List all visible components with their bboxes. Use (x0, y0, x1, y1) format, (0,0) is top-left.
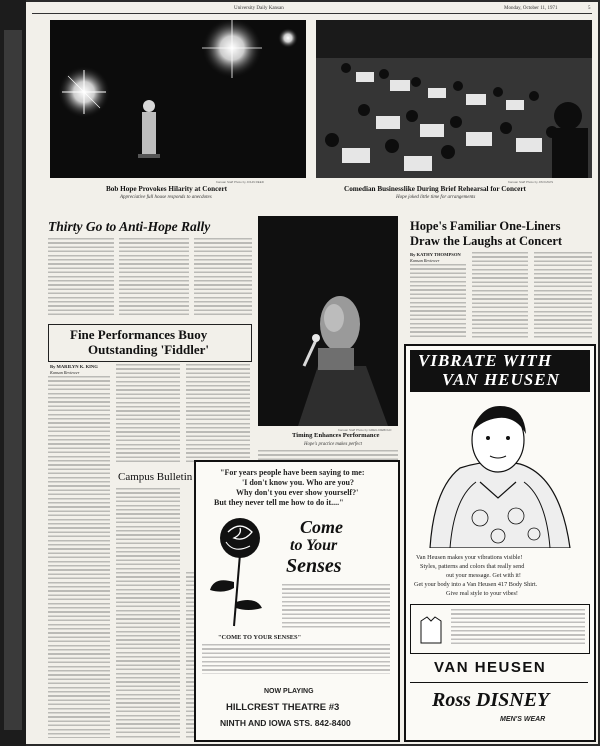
hope-concert-photo (50, 20, 306, 178)
theatre-ad-now-playing: NOW PLAYING (264, 688, 314, 695)
van-heusen-illustration (420, 398, 580, 548)
fiddler-byline: By MARILYN K. KING (50, 364, 98, 369)
rally-text-col-2 (119, 238, 189, 318)
fiddler-headline-line2: Outstanding 'Fiddler' (88, 342, 209, 357)
timing-headline: Timing Enhances Performance (292, 432, 380, 439)
one-liners-byline: By KATHY THOMPSON (410, 252, 461, 257)
rehearsal-photo (316, 20, 592, 178)
store-name: Ross DISNEY (432, 689, 550, 711)
rose-illustration (204, 512, 274, 628)
stage-lights-graphic (50, 20, 306, 178)
theatre-ad-title-line2: to Your (290, 537, 338, 554)
theatre-ad-quote-line1: "For years people have been saying to me: (220, 468, 365, 477)
campus-bulletin-listings (116, 488, 180, 738)
theatre-ad-theatre-name: HILLCREST THEATRE #3 (226, 702, 340, 713)
van-heusen-body-line2: Styles, patterns and colors that really send (420, 563, 525, 570)
publication-name: University Daily Kansan (234, 6, 284, 11)
van-heusen-banner-line2: VAN HEUSEN (442, 370, 560, 389)
theatre-ad-address: NINTH AND IOWA STS. 842-8400 (220, 718, 351, 728)
van-heusen-body-line3: out your message. Get with it! (446, 572, 521, 579)
theatre-ad-tagline: "COME TO YOUR SENSES" (218, 634, 302, 641)
issue-date: Monday, October 11, 1971 (504, 6, 558, 11)
theatre-ad-quote-line2: 'I don't know you. Who are you? (242, 478, 354, 487)
van-heusen-brand: VAN HEUSEN (434, 659, 547, 676)
hope-concert-caption: Appreciative full house responds to anecdotes (120, 195, 212, 200)
fiddler-text-col-2 (116, 364, 180, 464)
fiddler-byline-role: Kansan Reviewer (50, 370, 80, 375)
adjacent-page-edge (0, 0, 26, 746)
fiddler-headline-line1: Fine Performances Buoy (70, 327, 208, 342)
rally-headline: Thirty Go to Anti-Hope Rally (48, 219, 211, 234)
adjacent-page-strip (4, 30, 22, 730)
rehearsal-caption: Hope joked little time for arrangements (396, 195, 476, 200)
van-heusen-divider (410, 682, 588, 683)
store-tagline: MEN'S WEAR (500, 716, 546, 723)
page-number: 5 (588, 6, 591, 11)
timing-credit: Kansan Staff Photo by GREG DIEBOLD (338, 428, 392, 432)
theatre-ad-quote-line4: But they never tell me how to do it...." (214, 498, 344, 507)
theatre-ad-credits (202, 644, 390, 674)
hope-concert-headline: Bob Hope Provokes Hilarity at Concert (106, 185, 228, 193)
theatre-ad (194, 460, 400, 742)
fiddler-text-col-3 (186, 364, 250, 464)
van-heusen-ad (404, 344, 596, 742)
header-rule (32, 13, 592, 14)
rehearsal-credit: Kansan Staff Photo by JIM DAVIS (508, 180, 554, 184)
rally-text-col-1 (48, 238, 114, 318)
timing-photo (258, 216, 398, 426)
shirt-icon (415, 613, 447, 645)
newspaper-page (26, 2, 598, 744)
hope-concert-credit: Kansan Staff Photo by JOHN REED (216, 180, 264, 184)
theatre-ad-title-line3: Senses (286, 555, 342, 577)
van-heusen-body-line4: Get your body into a Van Heusen 417 Body Shirt. (414, 581, 538, 588)
theatre-ad-quote-line3: Why don't you ever show yourself?' (236, 488, 359, 497)
one-liners-headline-line2: Draw the Laughs at Concert (410, 234, 563, 248)
van-heusen-body-line5: Give real style to your vibes! (446, 590, 518, 597)
van-heusen-contest-text (451, 609, 585, 647)
van-heusen-contest-box (410, 604, 590, 654)
rally-text-col-3 (194, 238, 252, 318)
van-heusen-banner-line1: VIBRATE WITH (418, 351, 553, 370)
rehearsal-headline: Comedian Businesslike During Brief Rehearsal for Concert (344, 185, 526, 193)
hope-microphone-graphic (258, 216, 398, 426)
fiddler-text-col-1 (48, 376, 110, 738)
theatre-ad-title-line1: Come (300, 517, 343, 537)
one-liners-byline-role: Kansan Reviewer (410, 258, 440, 263)
campus-bulletin-title: Campus Bulletin (118, 471, 193, 483)
van-heusen-body-line1: Van Heusen makes your vibrations visible! (416, 554, 523, 561)
rehearsal-crowd-graphic (316, 20, 592, 178)
one-liners-headline-line1: Hope's Familiar One-Liners (410, 219, 561, 233)
one-liners-text-col-2 (472, 252, 528, 338)
one-liners-text-col-3 (534, 252, 592, 338)
one-liners-text-col-1 (410, 264, 466, 338)
timing-caption: Hope's practice makes perfect (304, 442, 362, 447)
theatre-ad-description (282, 584, 390, 628)
